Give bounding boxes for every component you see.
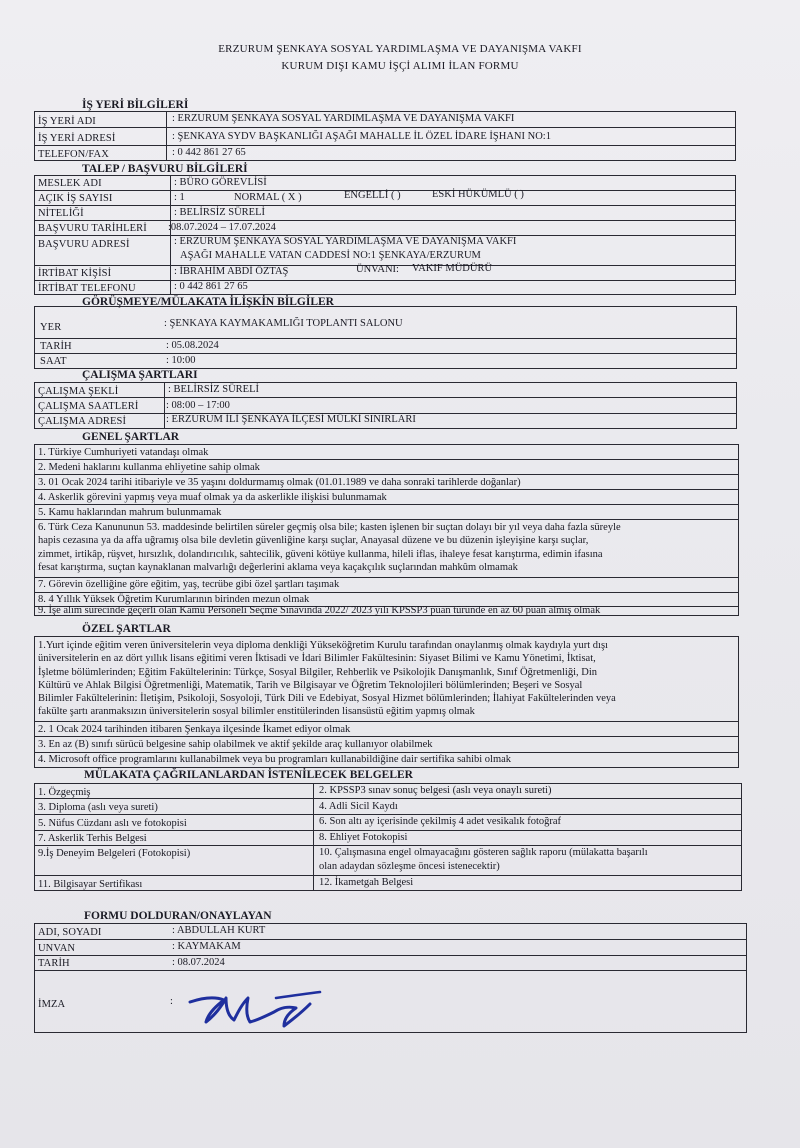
calisma-sekli-value: : BELİRSİZ SÜRELİ <box>168 384 259 395</box>
section-calisma-title: ÇALIŞMA ŞARTLARI <box>82 369 198 381</box>
irtibat-tel-label: İRTİBAT TELEFONU <box>38 283 136 294</box>
section-gorusme-title: GÖRÜŞMEYE/MÜLAKATA İLİŞKİN BİLGİLER <box>82 296 334 308</box>
imza-colon: : <box>170 996 173 1007</box>
signature-image <box>180 976 340 1036</box>
belge-4: 4. Adli Sicil Kaydı <box>319 801 398 812</box>
belge-5: 5. Nüfus Cüzdanı aslı ve fotokopisi <box>38 818 187 829</box>
genel-item-6-line: hapis cezasına ya da affa uğramış olsa bile devletin güvenliğine karşı suçlar, Anayasal düzene ve bu düzenin işleyişine karşı suçlar, <box>38 535 589 547</box>
ozel-item-2: 2. 1 Ocak 2024 tarihinden itibaren Şenkaya ilçesinde İkamet ediyor olmak <box>38 724 351 735</box>
ozel-item-1-line: Kültürü ve Ahlak Bilgisi Öğretmenliği, Matematik, Tarih ve Bilgisayar ve Öğretim Teknolojileri bölümlerinden; Beşeri ve Sosyal <box>38 679 583 691</box>
genel-item-7: 7. Görevin özelliğine göre eğitim, yaş, tecrübe gibi özel şartları taşımak <box>38 579 340 590</box>
genel-item-3: 3. 01 Ocak 2024 tarihi itibariyle ve 35 yaşını doldurmamış olmak (01.01.1989 ve daha sonraki tarihlerde doğanlar) <box>38 477 521 488</box>
genel-item-2: 2. Medeni haklarını kullanma ehliyetine sahip olmak <box>38 462 260 473</box>
header-foundation-name: ERZURUM ŞENKAYA SOSYAL YARDIMLAŞMA VE DAYANIŞMA VAKFI <box>218 43 582 55</box>
genel-item-1: 1. Türkiye Cumhuriyeti vatandaşı olmak <box>38 447 209 458</box>
header-form-title: KURUM DIŞI KAMU İŞÇİ ALIMI İLAN FORMU <box>281 60 519 72</box>
nitelik-label: NİTELİĞİ <box>38 208 84 219</box>
ozel-item-1-line: üniversitelerin en az dört yıllık lisans eğitimi veren İktisadi ve İdari Bilimler Fakültesinin: Siyaset Bilimi ve Kamu Yönetimi, İktisat, <box>38 653 596 665</box>
acik-is-label: AÇIK İŞ SAYISI <box>38 193 113 204</box>
form-tarih-value: : 08.07.2024 <box>172 957 225 968</box>
normal-option: NORMAL ( X ) <box>234 192 302 203</box>
ozel-item-3: 3. En az (B) sınıfı sürücü belgesine sahip olabilmek ve aktif şekilde araç kullanıyor olabilmek <box>38 739 433 750</box>
ozel-item-1-line: İşletme bölümlerinden; Eğitim Fakültelerinin: Türkçe, Sosyal Bilgiler, Rehberlik ve Psikolojik Danışmanlık, Sınıf Öğretmenliği, Din <box>38 666 598 678</box>
basvuru-tarih-value: :08.07.2024 – 17.07.2024 <box>168 222 276 233</box>
gorusme-tarih-label: TARİH <box>40 341 72 352</box>
calisma-sekli-label: ÇALIŞMA ŞEKLİ <box>38 386 119 397</box>
isyeri-adres-value: : ŞENKAYA SYDV BAŞKANLIĞI AŞAĞI MAHALLE İL ÖZEL İDARE İŞHANI NO:1 <box>172 131 551 142</box>
isyeri-telefon-value: : 0 442 861 27 65 <box>172 147 246 158</box>
belge-9: 9.İş Deneyim Belgeleri (Fotokopisi) <box>38 848 191 859</box>
genel-item-6-line: zimmet, irtikâp, rüşvet, hırsızlık, dolandırıcılık, sahtecilik, güveni kötüye kullanma, hileli iflas, ihaleye fesat karıştırma, edimin ifasına <box>38 548 603 560</box>
yer-value: : ŞENKAYA KAYMAKAMLIĞI TOPLANTI SALONU <box>164 318 403 329</box>
gorusme-tarih-value: : 05.08.2024 <box>166 340 219 351</box>
nitelik-value: : BELİRSİZ SÜRELİ <box>174 207 265 218</box>
saat-value: : 10:00 <box>166 355 196 366</box>
calisma-saat-value: : 08:00 – 17:00 <box>166 400 230 411</box>
unvan-value: VAKIF MÜDÜRÜ <box>412 263 493 274</box>
belge-6: 6. Son altı ay içerisinde çekilmiş 4 adet vesikalık fotoğraf <box>319 816 562 827</box>
genel-item-6-line: fesat karıştırma, suçtan kaynaklanan malvarlığı değerlerini aklama veya kaçakçılık suçlarından mahkûm olmamak <box>38 561 518 573</box>
belge-10 <box>319 847 737 859</box>
genel-item-9: 9. İşe alım sürecinde geçerli olan Kamu Personeli Seçme Sınavında 2022/ 2023 yılı KPSSP3 puan türünde en az 60 puan almış olmak <box>38 605 601 616</box>
belge-10-line2: olan adaydan sözleşme öncesi istenecektir) <box>319 861 500 872</box>
section-isyeri-title: İŞ YERİ BİLGİLERİ <box>82 99 189 111</box>
irtibat-kisi-value: : İBRAHİM ABDİ ÖZTAŞ <box>174 266 289 277</box>
calisma-adres-value: : ERZURUM İLİ ŞENKAYA İLÇESİ MÜLKİ SINIRLARI <box>166 414 416 425</box>
meslek-label: MESLEK ADI <box>38 178 102 189</box>
belge-11: 11. Bilgisayar Sertifikası <box>38 879 143 890</box>
section-genel-title: GENEL ŞARTLAR <box>82 431 180 443</box>
ozel-item-1-line: fakülte şartı aranmaksızın üniversitelerin sosyal bilimler enstitülerinden lisansüstü eğitim yapmış olmak <box>38 706 475 718</box>
imza-label: İMZA <box>38 999 66 1010</box>
genel-item-8: 8. 4 Yıllık Yüksek Öğretim Kurumlarının birinden mezun olmak <box>38 594 310 605</box>
genel-item-5: 5. Kamu haklarından mahrum bulunmamak <box>38 507 222 518</box>
isyeri-adi-label: İŞ YERİ ADI <box>38 116 96 127</box>
ozel-item-1-line: 1.Yurt içinde eğitim veren üniversitelerin veya diploma denkliği Yükseköğretim Kurulu tarafından onaylanmış olmak kaydıyla yurt dışı <box>38 640 608 651</box>
belge-2: 2. KPSSP3 sınav sonuç belgesi (aslı veya onaylı sureti) <box>319 785 552 796</box>
section-ozel-title: ÖZEL ŞARTLAR <box>82 623 171 635</box>
genel-item-6 <box>38 521 732 574</box>
section-form-title: FORMU DOLDURAN/ONAYLAYAN <box>84 910 272 922</box>
ozel-item-1-line: Bilimler Fakültelerinin: İletişim, Psikoloji, Sosyoloji, Türk Dili ve Edebiyat, Sosyal Hizmet bölümlerinden; İlahiyat Fakültelerinden veya <box>38 693 616 705</box>
form-unvan-value: : KAYMAKAM <box>172 941 241 952</box>
belge-1: 1. Özgeçmiş <box>38 787 91 798</box>
form-ad-label: ADI, SOYADI <box>38 927 102 938</box>
section-belgeler-title: MÜLAKATA ÇAĞRILANLARDAN İSTENİLECEK BELGELER <box>84 769 413 781</box>
form-tarih-label: TARİH <box>38 958 70 969</box>
isyeri-adi-value: : ERZURUM ŞENKAYA SOSYAL YARDIMLAŞMA VE DAYANIŞMA VAKFI <box>172 113 515 124</box>
form-ad-value: : ABDULLAH KURT <box>172 925 266 936</box>
isyeri-telefon-label: TELEFON/FAX <box>38 149 109 160</box>
form-unvan-label: UNVAN <box>38 943 76 954</box>
section-talep-title: TALEP / BAŞVURU BİLGİLERİ <box>82 163 248 175</box>
meslek-value: : BÜRO GÖREVLİSİ <box>174 177 267 188</box>
ozel-item-1 <box>38 639 732 719</box>
calisma-saat-label: ÇALIŞMA SAATLERİ <box>38 401 139 412</box>
saat-label: SAAT <box>40 356 67 367</box>
calisma-adres-label: ÇALIŞMA ADRESİ <box>38 416 127 427</box>
belge-7: 7. Askerlik Terhis Belgesi <box>38 833 147 844</box>
basvuru-adres-label: BAŞVURU ADRESİ <box>38 239 130 250</box>
belge-10-line: 10. Çalışmasına engel olmayacağını gösteren sağlık raporu (mülakatta başarılı <box>319 847 648 858</box>
unvan-label: ÜNVANI: <box>356 264 399 275</box>
ozel-item-4: 4. Microsoft office programlarını kullanabilmek veya bu programları kullanabildiğine dair sertifika sahibi olmak <box>38 754 512 765</box>
eski-hukumlu-option: ESKİ HÜKÜMLÜ ( ) <box>432 189 524 200</box>
irtibat-kisi-label: İRTİBAT KİŞİSİ <box>38 268 112 279</box>
belge-8: 8. Ehliyet Fotokopisi <box>319 832 408 843</box>
irtibat-tel-value: : 0 442 861 27 65 <box>174 281 248 292</box>
isyeri-adres-label: İŞ YERİ ADRESİ <box>38 133 116 144</box>
belge-12: 12. İkametgah Belgesi <box>319 877 414 888</box>
basvuru-tarih-label: BAŞVURU TARİHLERİ <box>38 223 147 234</box>
genel-item-4: 4. Askerlik görevini yapmış veya muaf olmak ya da askerlikle ilişkisi bulunmamak <box>38 492 387 503</box>
basvuru-adres-line2: AŞAĞI MAHALLE VATAN CADDESİ NO:1 ŞENKAYA/ERZURUM <box>180 250 481 261</box>
acik-is-value: : 1 <box>174 192 185 203</box>
genel-item-6-line: 6. Türk Ceza Kanununun 53. maddesinde belirtilen süreler geçmiş olsa bile; kasten işlenen bir suçtan dolayı bir yıl veya daha fazla süreyle <box>38 522 621 533</box>
yer-label: YER <box>40 322 62 333</box>
basvuru-adres-line1: : ERZURUM ŞENKAYA SOSYAL YARDIMLAŞMA VE DAYANIŞMA VAKFI <box>174 236 517 247</box>
belge-3: 3. Diploma (aslı veya sureti) <box>38 802 158 813</box>
engelli-option: ENGELLİ ( ) <box>344 190 401 201</box>
